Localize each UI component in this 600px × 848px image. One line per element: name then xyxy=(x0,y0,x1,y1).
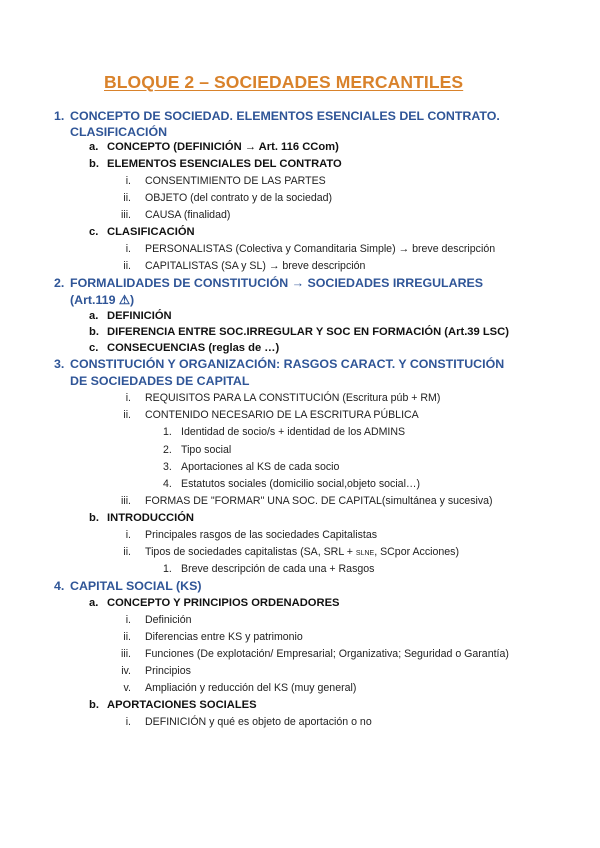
list-item: 4. Estatutos sociales (domicilio social,objeto social…) xyxy=(163,478,421,490)
section-4-heading: 4. CAPITAL SOCIAL (KS) xyxy=(54,579,202,593)
list-item: 1. Identidad de socio/s + identidad de los ADMINS xyxy=(163,426,406,438)
subsection-3b: b. INTRODUCCIÓN xyxy=(89,512,195,524)
subsection-1c: c. CLASIFICACIÓN xyxy=(89,226,195,238)
list-item: i. REQUISITOS PARA LA CONSTITUCIÓN (Escritura púb + RM) xyxy=(125,392,441,404)
section-2-heading: 2. FORMALIDADES DE CONSTITUCIÓN → SOCIEDADES IRREGULARES xyxy=(54,276,484,290)
section-3-heading: 3. CONSTITUCIÓN Y ORGANIZACIÓN: RASGOS CARACT. Y CONSTITUCIÓN xyxy=(54,357,505,371)
list-item: i. CONSENTIMIENTO DE LAS PARTES xyxy=(125,175,326,187)
list-item: iii. FORMAS DE "FORMAR" UNA SOC. DE CAPITAL(simultánea y sucesiva) xyxy=(120,495,493,507)
list-item: ii. Tipos de sociedades capitalistas (SA, SRL + SLNE, SCpor Acciones) xyxy=(123,546,459,558)
document-title: BLOQUE 2 – SOCIEDADES MERCANTILES xyxy=(104,72,464,92)
list-item: ii. CAPITALISTAS (SA y SL) → breve descripción xyxy=(123,260,366,272)
list-item: 3. Aportaciones al KS de cada socio xyxy=(163,461,340,473)
list-item: 1. Breve descripción de cada una + Rasgos xyxy=(163,563,375,575)
section-3-heading-cont: DE SOCIEDADES DE CAPITAL xyxy=(70,374,250,388)
list-item: i. PERSONALISTAS (Colectiva y Comanditaria Simple) → breve descripción xyxy=(125,243,496,255)
list-item: i. Definición xyxy=(125,614,192,626)
list-item: iii. Funciones (De explotación/ Empresarial; Organizativa; Seguridad o Garantía) xyxy=(120,648,509,660)
list-item: ii. OBJETO (del contrato y de la sociedad) xyxy=(123,192,333,204)
list-item: 2. Tipo social xyxy=(163,444,232,456)
subsection-2b: b. DIFERENCIA ENTRE SOC.IRREGULAR Y SOC EN FORMACIÓN (Art.39 LSC) xyxy=(89,326,509,338)
subsection-4b: b. APORTACIONES SOCIALES xyxy=(89,699,257,711)
subsection-2a: a. DEFINICIÓN xyxy=(89,310,172,322)
list-item: iii. CAUSA (finalidad) xyxy=(120,209,231,221)
section-1-heading-cont: CLASIFICACIÓN xyxy=(70,125,168,139)
subsection-1b: b. ELEMENTOS ESENCIALES DEL CONTRATO xyxy=(89,158,342,170)
section-2-heading-cont: (Art.119 ⚠) xyxy=(70,293,135,307)
list-item: ii. CONTENIDO NECESARIO DE LA ESCRITURA PÚBLICA xyxy=(123,409,419,421)
subsection-4a: a. CONCEPTO Y PRINCIPIOS ORDENADORES xyxy=(89,597,340,609)
section-1-heading: 1. CONCEPTO DE SOCIEDAD. ELEMENTOS ESENCIALES DEL CONTRATO. xyxy=(54,109,500,123)
list-item: i. Principales rasgos de las sociedades Capitalistas xyxy=(125,529,378,541)
list-item: v. Ampliación y reducción del KS (muy general) xyxy=(123,682,357,694)
list-item: iv. Principios xyxy=(121,665,191,677)
list-item: ii. Diferencias entre KS y patrimonio xyxy=(123,631,303,643)
subsection-2c: c. CONSECUENCIAS (reglas de …) xyxy=(89,342,280,354)
list-item: i. DEFINICIÓN y qué es objeto de aportación o no xyxy=(125,716,372,728)
subsection-1a: a. CONCEPTO (DEFINICIÓN → Art. 116 CCom) xyxy=(89,141,339,153)
